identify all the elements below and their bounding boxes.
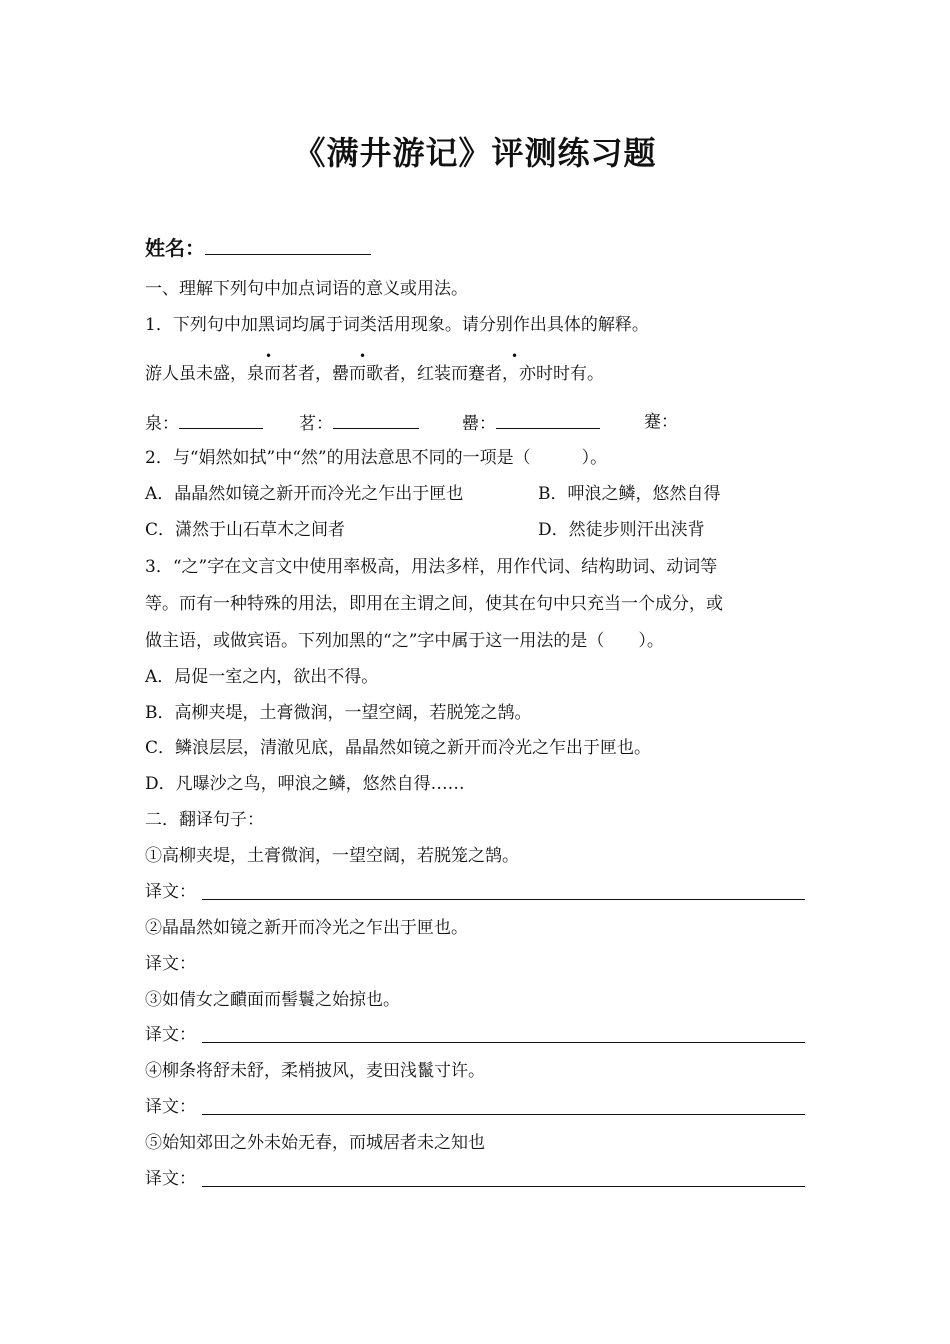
translation-answer-line[interactable]	[202, 1042, 805, 1043]
translate-item-3: ③如倩女之靧面而髻鬟之始掠也。	[145, 990, 400, 1010]
blank-label: 茗：	[299, 414, 333, 434]
q3-option-b: B．高柳夹堤，土膏微润，一望空阔，若脱笼之鹄。	[145, 703, 532, 723]
blank-quan	[145, 410, 263, 436]
section1-heading: 一、理解下列句中加点词语的意义或用法。	[145, 279, 468, 299]
translation-answer-line[interactable]	[202, 899, 805, 900]
translation-answer-line[interactable]	[202, 1114, 805, 1115]
blank-ming	[299, 410, 419, 436]
blank-lei	[462, 410, 600, 436]
translation-label: 译文：	[145, 1025, 196, 1045]
name-label: 姓名：	[145, 236, 205, 260]
translation-label: 译文：	[145, 1097, 196, 1117]
translate-item-2: ②晶晶然如镜之新开而冷光之乍出于匣也。	[145, 918, 468, 938]
q3-prompt-line: 做主语，或做宾语。下列加黑的“之”字中属于这一用法的是（ ）。	[145, 631, 664, 651]
translate-item-4: ④柳条将舒未舒，柔梢披风，麦田浅鬣寸许。	[145, 1061, 485, 1081]
page-title: 《满井游记》评测练习题	[293, 134, 657, 172]
answer-blank[interactable]	[333, 410, 419, 429]
answer-blank[interactable]	[496, 410, 600, 429]
translation-answer-line[interactable]	[202, 1186, 805, 1187]
blank-label: 罍：	[462, 414, 496, 434]
q3-option-c: C．鳞浪层层，清澈见底，晶晶然如镜之新开而冷光之乍出于匣也。	[145, 738, 652, 758]
blank-label: 蹇：	[644, 412, 678, 432]
q2-prompt: 2．与“娟然如拭”中“然”的用法意思不同的一项是（ ）。	[145, 448, 608, 468]
q1-prompt: 1．下列句中加黑词均属于词类活用现象。请分别作出具体的解释。	[145, 315, 649, 335]
q3-prompt-line: 3．“之”字在文言文中使用率极高，用法多样，用作代词、结构助词、动词等	[145, 557, 718, 577]
q2-option-b: B．呷浪之鳞，悠然自得	[538, 484, 721, 504]
q1-sentence: 游人虽未盛，泉而茗者，罍而歌者，红装而蹇者，亦时时有。	[145, 364, 604, 384]
emphasis-dot: •	[511, 349, 519, 363]
q3-prompt-line: 等。而有一种特殊的用法，即用在主谓之间，使其在句中只充当一个成分，或	[145, 594, 723, 614]
translate-item-5: ⑤始知郊田之外未始无春，而城居者未之知也	[145, 1133, 485, 1153]
translate-item-1: ①高柳夹堤，土膏微润，一望空阔，若脱笼之鹄。	[145, 846, 519, 866]
answer-blank[interactable]	[179, 410, 263, 429]
blank-label: 泉：	[145, 414, 179, 434]
section2-heading: 二．翻译句子：	[145, 810, 264, 830]
q3-option-a: A．局促一室之内，欲出不得。	[145, 667, 379, 687]
translation-label: 译文：	[145, 882, 196, 902]
translation-label: 译文：	[145, 954, 196, 974]
q2-option-c: C．潇然于山石草木之间者	[145, 520, 346, 540]
name-blank[interactable]	[205, 236, 371, 255]
q2-option-a: A．晶晶然如镜之新开而冷光之乍出于匣也	[145, 484, 464, 504]
translation-label: 译文：	[145, 1169, 196, 1189]
q2-option-d: D．然徒步则汗出浃背	[538, 520, 705, 540]
emphasis-dot: •	[265, 349, 273, 363]
name-row	[145, 236, 371, 260]
emphasis-dot: •	[359, 349, 367, 363]
q3-option-d: D．凡曝沙之鸟，呷浪之鳞，悠然自得……	[145, 774, 465, 794]
blank-jian	[644, 410, 678, 434]
